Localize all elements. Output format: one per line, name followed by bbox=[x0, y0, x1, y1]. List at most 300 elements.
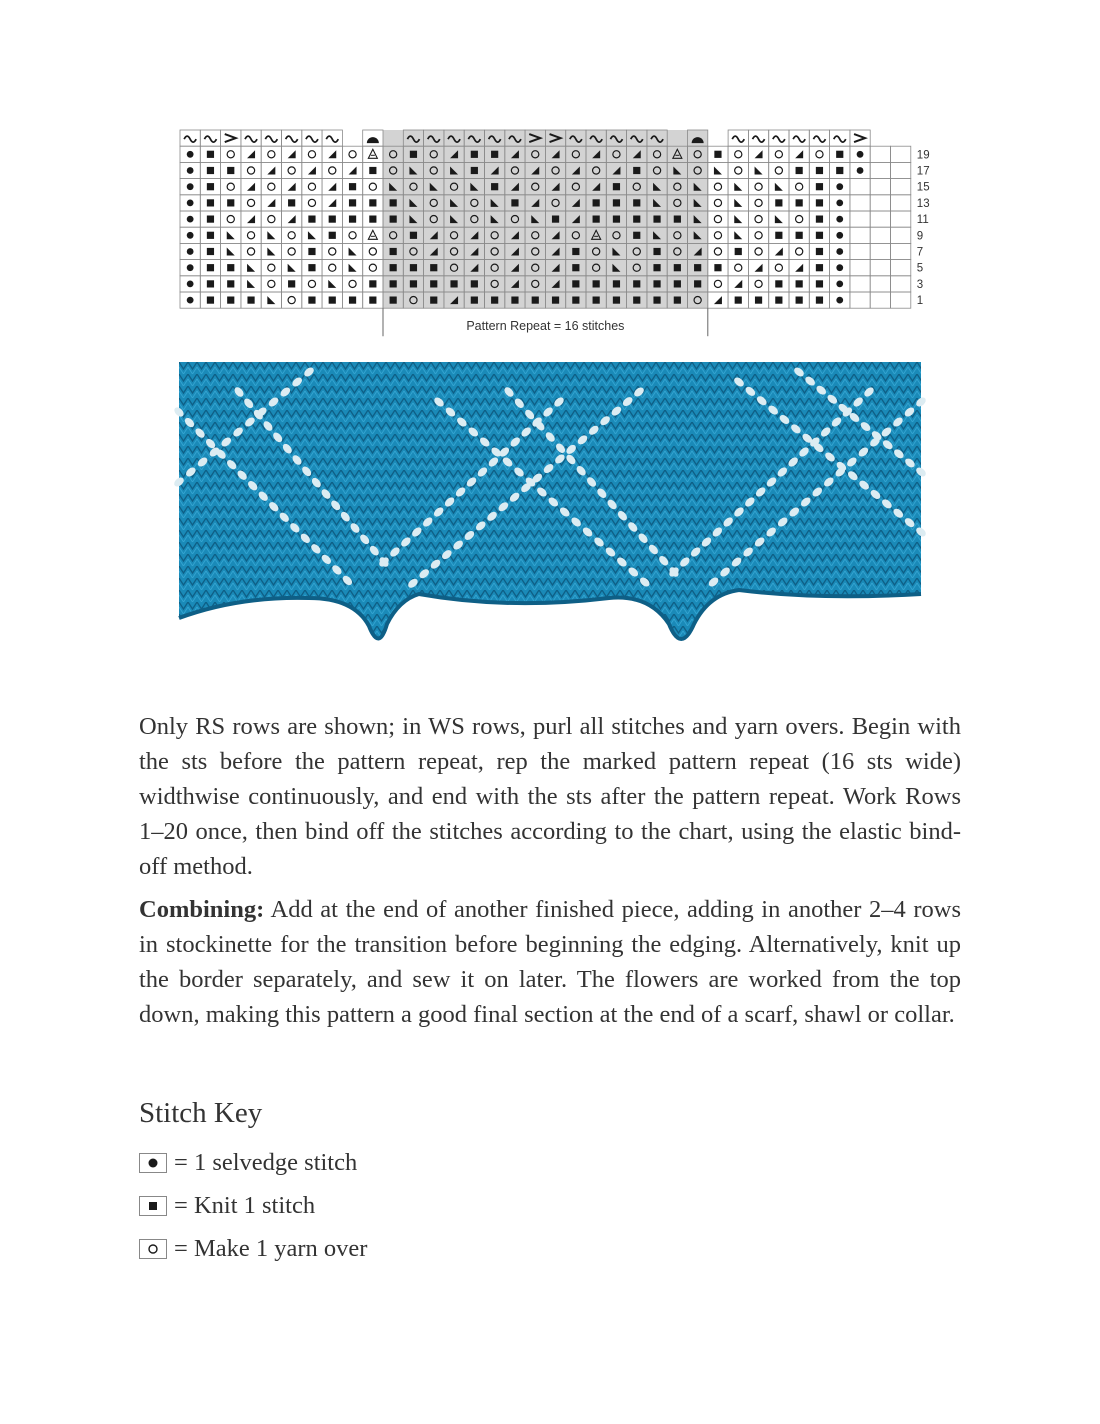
triangle-right-icon bbox=[288, 150, 296, 158]
chart-cell bbox=[769, 146, 789, 162]
circle-icon bbox=[288, 297, 295, 304]
chart-cell bbox=[891, 243, 911, 259]
row-number-label: 1 bbox=[916, 295, 924, 308]
chart-cell bbox=[322, 243, 342, 259]
circle-icon bbox=[755, 248, 762, 255]
circle-icon bbox=[268, 216, 275, 223]
chart-cell bbox=[261, 260, 281, 276]
circle-icon bbox=[268, 264, 275, 271]
square-icon bbox=[836, 167, 843, 174]
chart-cell bbox=[769, 260, 789, 276]
chart-cell bbox=[728, 227, 748, 243]
chart-cell bbox=[748, 179, 768, 195]
square-icon bbox=[207, 151, 214, 158]
triangle-left-icon bbox=[775, 183, 783, 191]
tilde-icon bbox=[204, 136, 216, 142]
square-icon bbox=[207, 232, 214, 239]
square-icon bbox=[329, 232, 336, 239]
stitch-key-label: = Knit 1 stitch bbox=[174, 1192, 316, 1219]
square-icon bbox=[369, 199, 376, 206]
square-icon bbox=[816, 183, 823, 190]
triangle-right-icon bbox=[328, 183, 336, 191]
instructions-paragraph: Only RS rows are shown; in WS rows, purl all stitches and yarn overs. Begin with the sts before the pattern repeat, rep the marked pattern repeat (16 sts wide) widthwise continuously, and end with the sts after the pattern repeat. Work Rows 1–20 once, then bind off the stitches according to the chart, using the elastic bind-off method. bbox=[139, 713, 961, 880]
chart-cell bbox=[282, 227, 302, 243]
chart-cell bbox=[891, 227, 911, 243]
square-icon bbox=[613, 199, 620, 206]
combining-label: Combining: bbox=[139, 896, 265, 923]
circle-icon bbox=[775, 167, 782, 174]
tilde-icon bbox=[326, 136, 338, 142]
chart-cell bbox=[870, 276, 890, 292]
circle-icon bbox=[755, 199, 762, 206]
square-icon bbox=[288, 199, 295, 206]
square-icon bbox=[816, 297, 823, 304]
square-icon bbox=[613, 297, 620, 304]
triangle-left-icon bbox=[267, 248, 275, 256]
square-icon bbox=[139, 1196, 167, 1216]
circle-icon bbox=[349, 280, 356, 287]
chart-cell bbox=[322, 260, 342, 276]
square-icon bbox=[694, 280, 701, 287]
square-icon bbox=[450, 280, 457, 287]
square-icon bbox=[613, 216, 620, 223]
square-icon bbox=[329, 297, 336, 304]
square-icon bbox=[491, 297, 498, 304]
chart-cell bbox=[302, 276, 322, 292]
square-icon bbox=[369, 216, 376, 223]
square-icon bbox=[796, 167, 803, 174]
chart-cell bbox=[241, 243, 261, 259]
chart-cell bbox=[261, 179, 281, 195]
square-icon bbox=[816, 264, 823, 271]
circle-icon bbox=[369, 183, 376, 190]
chart-cell bbox=[708, 276, 728, 292]
chart-cell bbox=[728, 195, 748, 211]
dot-icon bbox=[187, 183, 194, 190]
triangle-left-icon bbox=[775, 215, 783, 223]
chart-cell bbox=[870, 243, 890, 259]
triangle-right-icon bbox=[714, 296, 722, 304]
dot-icon bbox=[836, 216, 843, 223]
circle-icon bbox=[268, 280, 275, 287]
square-icon bbox=[816, 280, 823, 287]
tilde-icon bbox=[732, 136, 744, 142]
chart-cell bbox=[769, 162, 789, 178]
triangle-right-icon bbox=[734, 280, 742, 288]
square-icon bbox=[329, 216, 336, 223]
square-icon bbox=[572, 264, 579, 271]
lace-edging-photo-svg bbox=[179, 362, 921, 662]
square-icon bbox=[816, 167, 823, 174]
triangle-left-icon bbox=[349, 264, 357, 272]
circle-icon bbox=[755, 232, 762, 239]
dot-icon bbox=[836, 183, 843, 190]
circle-icon bbox=[714, 248, 721, 255]
square-icon bbox=[227, 264, 234, 271]
knitting-chart bbox=[178, 128, 930, 334]
square-icon bbox=[714, 151, 721, 158]
chart-cell bbox=[891, 260, 911, 276]
square-icon bbox=[816, 216, 823, 223]
circle-icon bbox=[288, 248, 295, 255]
circle-icon bbox=[755, 183, 762, 190]
square-icon bbox=[471, 151, 478, 158]
chart-cell bbox=[870, 211, 890, 227]
square-icon bbox=[796, 280, 803, 287]
square-icon bbox=[775, 297, 782, 304]
square-icon bbox=[227, 167, 234, 174]
chart-cell bbox=[748, 162, 768, 178]
stitch-key-item-knit bbox=[139, 1191, 315, 1221]
triangle-left-icon bbox=[755, 167, 763, 175]
triangle-left-icon bbox=[247, 280, 255, 288]
square-icon bbox=[775, 232, 782, 239]
chart-cell bbox=[241, 146, 261, 162]
square-icon bbox=[369, 167, 376, 174]
square-icon bbox=[633, 167, 640, 174]
dot-icon bbox=[187, 151, 194, 158]
chart-cell bbox=[342, 162, 362, 178]
chart-cell bbox=[891, 195, 911, 211]
square-icon bbox=[227, 297, 234, 304]
chart-cell bbox=[708, 195, 728, 211]
dot-icon bbox=[187, 216, 194, 223]
square-icon bbox=[207, 248, 214, 255]
chart-cell bbox=[728, 146, 748, 162]
circle-icon bbox=[288, 167, 295, 174]
chart-cell bbox=[728, 162, 748, 178]
chart-cell bbox=[789, 146, 809, 162]
circle-icon bbox=[755, 280, 762, 287]
square-icon bbox=[653, 280, 660, 287]
triangle-right-icon bbox=[267, 199, 275, 207]
square-icon bbox=[247, 297, 254, 304]
square-icon bbox=[390, 248, 397, 255]
tilde-icon bbox=[793, 136, 805, 142]
chart-cell bbox=[870, 162, 890, 178]
tilde-icon bbox=[286, 136, 298, 142]
chart-cell bbox=[282, 292, 302, 308]
square-icon bbox=[633, 199, 640, 206]
square-icon bbox=[552, 216, 559, 223]
triangle-outline-icon bbox=[368, 149, 377, 158]
chart-cell bbox=[870, 146, 890, 162]
square-icon bbox=[593, 216, 600, 223]
triangle-left-icon bbox=[308, 231, 316, 239]
tilde-icon bbox=[834, 136, 846, 142]
triangle-right-icon bbox=[288, 215, 296, 223]
stitch-key-title: Stitch Key bbox=[139, 1097, 263, 1129]
circle-icon bbox=[329, 248, 336, 255]
tilde-icon bbox=[773, 136, 785, 142]
chart-cell bbox=[342, 227, 362, 243]
chart-cell bbox=[342, 276, 362, 292]
triangle-right-icon bbox=[775, 248, 783, 256]
row-number-label: 7 bbox=[916, 246, 924, 259]
chart-cell bbox=[322, 162, 342, 178]
half-circle-icon bbox=[367, 137, 379, 143]
row-number-label: 19 bbox=[916, 149, 930, 162]
triangle-left-icon bbox=[227, 248, 235, 256]
square-icon bbox=[390, 297, 397, 304]
dot-icon bbox=[187, 167, 194, 174]
triangle-right-icon bbox=[328, 199, 336, 207]
circle-icon bbox=[247, 199, 254, 206]
square-icon bbox=[390, 264, 397, 271]
square-icon bbox=[410, 151, 417, 158]
triangle-right-icon bbox=[328, 150, 336, 158]
triangle-right-icon bbox=[308, 167, 316, 175]
square-icon bbox=[207, 297, 214, 304]
square-icon bbox=[796, 232, 803, 239]
triangle-left-icon bbox=[734, 215, 742, 223]
square-icon bbox=[613, 280, 620, 287]
chevron-icon bbox=[225, 134, 236, 142]
chart-cell bbox=[261, 211, 281, 227]
square-icon bbox=[633, 232, 640, 239]
circle-icon bbox=[288, 232, 295, 239]
square-icon bbox=[674, 216, 681, 223]
chart-cell bbox=[302, 146, 322, 162]
square-icon bbox=[349, 297, 356, 304]
circle-icon bbox=[268, 183, 275, 190]
chart-cell bbox=[891, 292, 911, 308]
square-icon bbox=[653, 297, 660, 304]
chart-cell bbox=[363, 243, 383, 259]
circle-icon bbox=[735, 151, 742, 158]
circle-icon bbox=[735, 264, 742, 271]
combining-text: Add at the end of another finished piece, adding in another 2–4 rows in stockinette for the transition before beginning the edging. Alternatively, knit up the border separately, and sew it on later. The flowers are worked from the top down, making this pattern a good final section at the end of a scarf, shawl or collar. bbox=[139, 896, 961, 1028]
circle-icon bbox=[268, 151, 275, 158]
dot-icon bbox=[836, 281, 843, 288]
square-icon bbox=[308, 297, 315, 304]
square-icon bbox=[593, 199, 600, 206]
square-icon bbox=[308, 216, 315, 223]
square-icon bbox=[369, 297, 376, 304]
chart-cell bbox=[748, 195, 768, 211]
chart-cell bbox=[891, 146, 911, 162]
circle-icon bbox=[775, 264, 782, 271]
square-icon bbox=[207, 199, 214, 206]
triangle-right-icon bbox=[349, 167, 357, 175]
chart-cell bbox=[850, 195, 870, 211]
chart-cell bbox=[891, 211, 911, 227]
chart-cell bbox=[708, 179, 728, 195]
square-icon bbox=[410, 264, 417, 271]
row-number-label: 13 bbox=[916, 197, 930, 210]
square-icon bbox=[714, 264, 721, 271]
chart-cell bbox=[789, 243, 809, 259]
chart-cell bbox=[870, 260, 890, 276]
triangle-left-icon bbox=[267, 231, 275, 239]
circle-icon bbox=[796, 183, 803, 190]
chart-cell bbox=[282, 243, 302, 259]
circle-icon bbox=[227, 183, 234, 190]
chart-cell bbox=[870, 179, 890, 195]
square-icon bbox=[471, 297, 478, 304]
stitch-key-label: = 1 selvedge stitch bbox=[174, 1149, 358, 1176]
circle-icon bbox=[227, 216, 234, 223]
square-icon bbox=[511, 199, 518, 206]
circle-icon bbox=[308, 280, 315, 287]
square-icon bbox=[816, 232, 823, 239]
triangle-left-icon bbox=[267, 296, 275, 304]
chart-cell bbox=[261, 227, 281, 243]
square-icon bbox=[552, 297, 559, 304]
dot-icon bbox=[857, 167, 864, 174]
chart-cell bbox=[850, 179, 870, 195]
lace-edging-photo bbox=[179, 362, 921, 662]
square-icon bbox=[755, 297, 762, 304]
row-number-label: 5 bbox=[916, 262, 924, 275]
chart-cell bbox=[748, 227, 768, 243]
circle-icon bbox=[308, 183, 315, 190]
circle-icon bbox=[247, 232, 254, 239]
circle-icon bbox=[247, 167, 254, 174]
chart-cell bbox=[850, 260, 870, 276]
chart-cell bbox=[221, 179, 241, 195]
circle-icon bbox=[714, 199, 721, 206]
chart-cell bbox=[322, 195, 342, 211]
dot-icon bbox=[187, 281, 194, 288]
square-icon bbox=[653, 264, 660, 271]
knitting-chart-svg bbox=[178, 128, 930, 334]
tilde-icon bbox=[245, 136, 257, 142]
square-icon bbox=[694, 264, 701, 271]
row-number-label: 11 bbox=[916, 214, 929, 227]
triangle-left-icon bbox=[349, 248, 357, 256]
chart-cell bbox=[282, 146, 302, 162]
chart-cell bbox=[363, 260, 383, 276]
tilde-icon bbox=[265, 136, 277, 142]
square-icon bbox=[511, 297, 518, 304]
row-number-label: 3 bbox=[916, 278, 924, 291]
square-icon bbox=[653, 248, 660, 255]
square-icon bbox=[796, 297, 803, 304]
chart-cell bbox=[850, 292, 870, 308]
square-icon bbox=[349, 199, 356, 206]
triangle-left-icon bbox=[734, 183, 742, 191]
square-icon bbox=[836, 151, 843, 158]
circle-icon bbox=[735, 167, 742, 174]
square-icon bbox=[491, 183, 498, 190]
stitch-key-item-yarn-over bbox=[139, 1234, 367, 1264]
square-icon bbox=[532, 297, 539, 304]
triangle-left-icon bbox=[247, 264, 255, 272]
chart-cell bbox=[789, 211, 809, 227]
square-icon bbox=[674, 280, 681, 287]
square-icon bbox=[288, 280, 295, 287]
chart-cell bbox=[241, 195, 261, 211]
triangle-left-icon bbox=[714, 167, 722, 175]
dot-icon bbox=[187, 297, 194, 304]
circle-icon bbox=[775, 151, 782, 158]
square-icon bbox=[207, 183, 214, 190]
chart-cell bbox=[850, 227, 870, 243]
circle-icon bbox=[755, 216, 762, 223]
row-number-label: 15 bbox=[916, 181, 930, 194]
triangle-right-icon bbox=[288, 183, 296, 191]
square-icon bbox=[410, 280, 417, 287]
dot-icon bbox=[857, 151, 864, 158]
square-icon bbox=[633, 280, 640, 287]
circle-icon bbox=[714, 183, 721, 190]
square-icon bbox=[816, 199, 823, 206]
tilde-icon bbox=[184, 136, 196, 142]
circle-icon bbox=[349, 232, 356, 239]
square-icon bbox=[572, 248, 579, 255]
square-icon bbox=[775, 199, 782, 206]
square-icon bbox=[390, 199, 397, 206]
chart-cell bbox=[302, 195, 322, 211]
tilde-icon bbox=[753, 136, 765, 142]
chart-cell bbox=[302, 179, 322, 195]
triangle-left-icon bbox=[227, 231, 235, 239]
chart-cell bbox=[322, 146, 342, 162]
triangle-outline-icon bbox=[368, 230, 377, 239]
chart-cell bbox=[708, 227, 728, 243]
triangle-left-icon bbox=[734, 231, 742, 239]
square-icon bbox=[349, 216, 356, 223]
dot-icon bbox=[836, 297, 843, 304]
square-icon bbox=[816, 248, 823, 255]
square-icon bbox=[674, 297, 681, 304]
circle-icon bbox=[796, 248, 803, 255]
square-icon bbox=[430, 280, 437, 287]
chart-cell bbox=[282, 162, 302, 178]
chart-cell bbox=[748, 243, 768, 259]
square-icon bbox=[633, 297, 640, 304]
tilde-icon bbox=[306, 136, 318, 142]
dot-icon bbox=[836, 264, 843, 271]
chart-cell bbox=[708, 292, 728, 308]
square-icon bbox=[207, 167, 214, 174]
square-icon bbox=[613, 183, 620, 190]
dot-icon bbox=[187, 200, 194, 207]
square-icon bbox=[593, 297, 600, 304]
chart-cell bbox=[870, 292, 890, 308]
circle-icon bbox=[796, 216, 803, 223]
chart-cell bbox=[891, 179, 911, 195]
chart-cell bbox=[891, 162, 911, 178]
chart-cell bbox=[870, 195, 890, 211]
chart-cell bbox=[708, 243, 728, 259]
square-icon bbox=[207, 264, 214, 271]
square-icon bbox=[471, 167, 478, 174]
chart-cell bbox=[728, 260, 748, 276]
triangle-right-icon bbox=[247, 150, 255, 158]
chart-cell bbox=[850, 211, 870, 227]
square-icon bbox=[390, 216, 397, 223]
dot-icon bbox=[836, 200, 843, 207]
triangle-right-icon bbox=[247, 215, 255, 223]
stitch-key-item-selvedge bbox=[139, 1148, 357, 1178]
circle-icon bbox=[369, 264, 376, 271]
triangle-right-icon bbox=[755, 150, 763, 158]
triangle-left-icon bbox=[734, 199, 742, 207]
square-icon bbox=[593, 280, 600, 287]
chart-cell bbox=[748, 211, 768, 227]
chart-cell bbox=[708, 211, 728, 227]
square-icon bbox=[308, 248, 315, 255]
circle-icon bbox=[816, 151, 823, 158]
chart-cell bbox=[789, 179, 809, 195]
dot-icon bbox=[836, 232, 843, 239]
square-icon bbox=[430, 264, 437, 271]
square-icon bbox=[572, 280, 579, 287]
circle-icon bbox=[139, 1239, 167, 1259]
square-icon bbox=[390, 280, 397, 287]
